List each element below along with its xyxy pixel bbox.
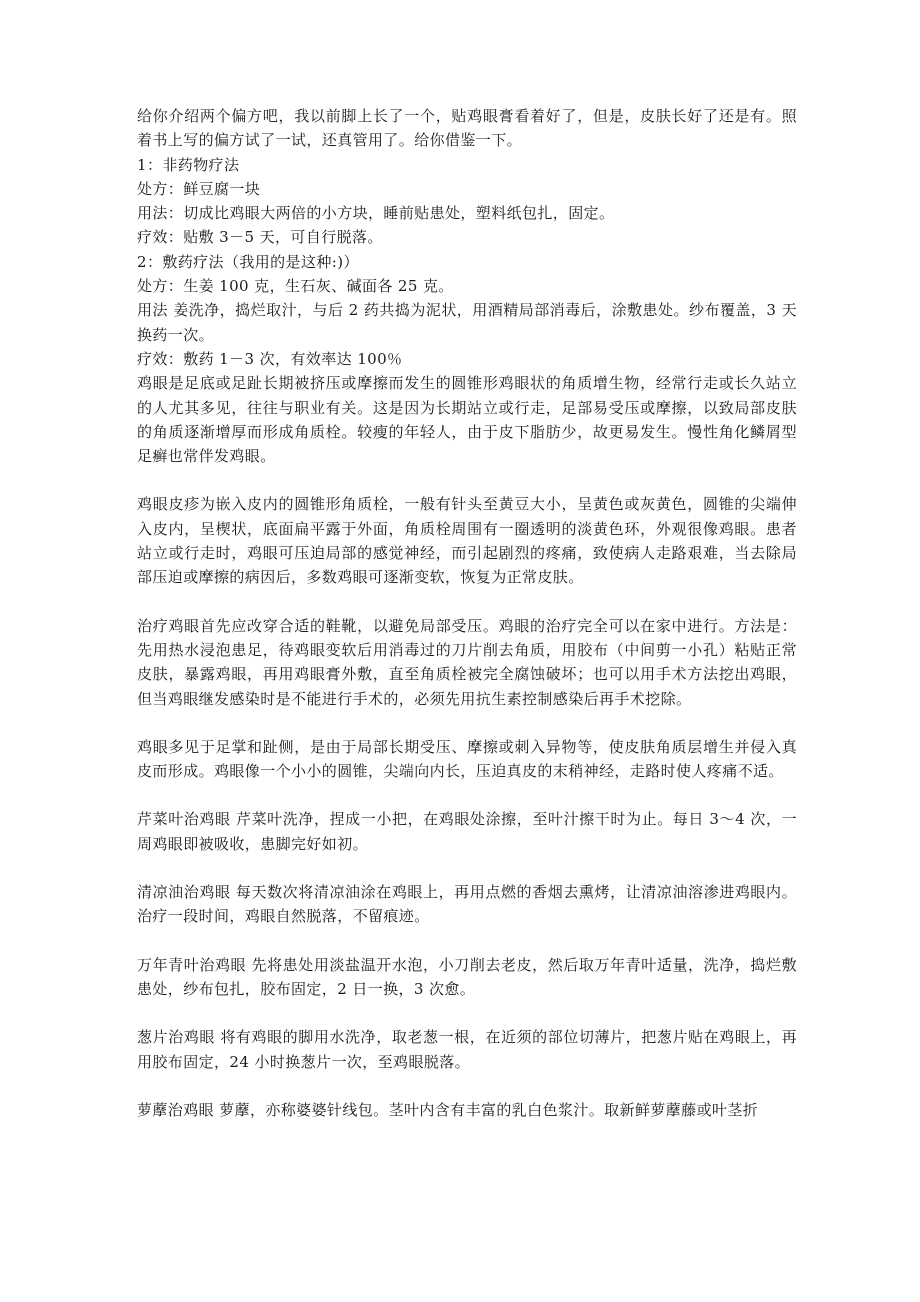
remedy-1-heading: 1：非药物疗法 xyxy=(137,155,240,174)
remedy-2-prescription: 处方：生姜 100 克，生石灰、碱面各 25 克。 xyxy=(137,277,454,296)
intro-paragraph: 给你介绍两个偏方吧，我以前脚上长了一个，贴鸡眼膏看着好了，但是，皮肤长好了还是有。照着书上写的偏方试了一试，还真管用了。给你借鉴一下。 xyxy=(137,107,797,150)
remedy-2-heading: 2：敷药疗法（我用的是这种:)） xyxy=(137,252,359,271)
remedy-1-usage: 用法：切成比鸡眼大两倍的小方块，睡前贴患处，塑料纸包扎，固定。 xyxy=(137,204,615,223)
intro-section xyxy=(137,104,797,468)
remedy-2-usage: 用法 姜洗净，捣烂取汁，与后 2 药共捣为泥状，用酒精局部消毒后，涂敷患处。纱布覆盖，3 天换药一次。 xyxy=(137,301,797,344)
celery-remedy-paragraph: 芹菜叶治鸡眼 芹菜叶洗净，捏成一小把，在鸡眼处涂擦，至叶汁擦干时为止。每日 3～4 次，一周鸡眼即被吸收，患脚完好如初。 xyxy=(137,810,797,853)
remedy-1-prescription: 处方：鲜豆腐一块 xyxy=(137,179,261,198)
remedy-1-effect: 疗效：贴敷 3－5 天，可自行脱落。 xyxy=(137,228,383,247)
document-body xyxy=(137,104,797,1122)
balm-remedy-paragraph: 清凉油治鸡眼 每天数次将清凉油涂在鸡眼上，再用点燃的香烟去熏烤，让清凉油溶渗进鸡眼内。治疗一段时间，鸡眼自然脱落，不留痕迹。 xyxy=(137,883,797,926)
metaplexis-remedy-paragraph: 萝藦治鸡眼 萝藦，亦称婆婆针线包。茎叶内含有丰富的乳白色浆汁。取新鲜萝藦藤或叶茎折 xyxy=(137,1100,759,1119)
remedy-2-effect: 疗效：敷药 1－3 次，有效率达 100％ xyxy=(137,349,403,368)
treatment-paragraph: 治疗鸡眼首先应改穿合适的鞋靴，以避免局部受压。鸡眼的治疗完全可以在家中进行。方法是：先用热水浸泡患足，待鸡眼变软后用消毒过的刀片削去角质，用胶布（中间剪一小孔）粘贴正常皮肤，暴露鸡眼，再用鸡眼膏外敷，直至角质栓被完全腐蚀破坏；也可以用手术方法挖出鸡眼，但当鸡眼继发感染时是不能进行手术的，必须先用抗生素控制感染后再手术挖除。 xyxy=(137,616,797,708)
scallion-remedy-paragraph: 葱片治鸡眼 将有鸡眼的脚用水洗净，取老葱一根，在近须的部位切薄片，把葱片贴在鸡眼上，再用胶布固定，24 小时换葱片一次，至鸡眼脱落。 xyxy=(137,1028,797,1071)
rohdea-remedy-paragraph: 万年青叶治鸡眼 先将患处用淡盐温开水泡，小刀削去老皮，然后取万年青叶适量，洗净，捣烂敷患处，纱布包扎，胶布固定，2 日一换，3 次愈。 xyxy=(137,955,797,998)
symptom-paragraph: 鸡眼皮疹为嵌入皮内的圆锥形角质栓，一般有针头至黄豆大小，呈黄色或灰黄色，圆锥的尖端伸入皮内，呈楔状，底面扁平露于外面，角质栓周围有一圈透明的淡黄色环，外观很像鸡眼。患者站立或行走时，鸡眼可压迫局部的感觉神经，而引起剧烈的疼痛，致使病人走路艰难，当去除局部压迫或摩擦的病因后，多数鸡眼可逐渐变软，恢复为正常皮肤。 xyxy=(137,495,797,587)
cause-paragraph: 鸡眼多见于足掌和趾侧，是由于局部长期受压、摩擦或刺入异物等，使皮肤角质层增生并侵入真皮而形成。鸡眼像一个小小的圆锥，尖端向内长，压迫真皮的末稍神经，走路时使人疼痛不适。 xyxy=(137,737,797,781)
corn-definition-paragraph: 鸡眼是足底或足趾长期被挤压或摩擦而发生的圆锥形鸡眼状的角质增生物，经常行走或长久站立的人尤其多见，往往与职业有关。这是因为长期站立或行走，足部易受压或摩擦，以致局部皮肤的角质逐渐增厚而形成角质栓。较瘦的年轻人，由于皮下脂肪少，故更易发生。慢性角化鳞屑型足癣也常伴发鸡眼。 xyxy=(137,374,797,466)
